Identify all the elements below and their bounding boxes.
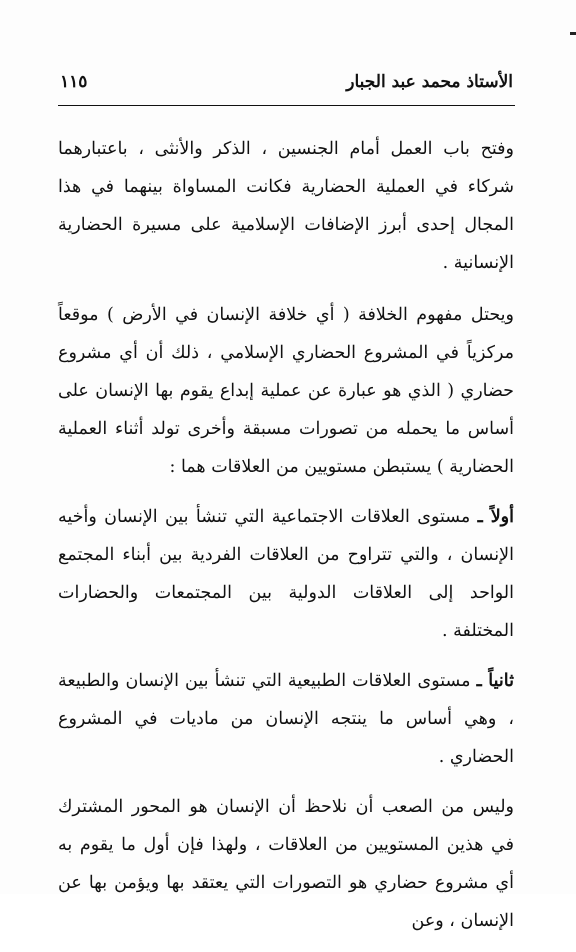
paragraph-5-text: وليس من الصعب أن نلاحظ أن الإنسان هو المحور المشترك في هذين المستويين من العلاقات ، ولهذا فإن أول ما يقوم به أي مشروع حضاري هو التصورات التي يعتقد بها ويؤمن بها عن الإنسان ، وعن <box>58 797 514 931</box>
paragraph-4 <box>58 662 514 776</box>
body-text <box>58 130 514 952</box>
paragraph-4-lead: ثانياً ـ <box>476 671 514 691</box>
paragraph-3-text: مستوى العلاقات الاجتماعية التي تنشأ بين الإنسان وأخيه الإنسان ، والتي تتراوح من العلاقات الفردية بين أبناء المجتمع الواحد إلى العلاقات الدولية بين المجتمعات والحضارات المختلفة . <box>58 507 514 641</box>
paragraph-2-text: ويحتل مفهوم الخلافة ( أي خلافة الإنسان في الأرض ) موقعاً مركزياً في المشروع الحضاري الإسلامي ، ذلك أن أي مشروع حضاري ( الذي هو عبارة عن عملية إبداع يقوم بها الإنسان على أساس ما يحمله من تصورات مسبقة وأخرى تولد أثناء العملية الحضارية ) يستبطن مستويين من العلاقات هما : <box>58 305 514 477</box>
paragraph-3-lead: أولاً ـ <box>477 507 514 527</box>
paragraph-1 <box>58 130 514 282</box>
paragraph-5 <box>58 788 514 940</box>
page-number: ١١٥ <box>60 72 88 92</box>
page-edge-mark <box>570 32 576 35</box>
running-header-title: الأستاذ محمد عبد الجبار <box>346 72 513 92</box>
paragraph-2 <box>58 296 514 486</box>
paragraph-3 <box>58 498 514 650</box>
paragraph-1-text: وفتح باب العمل أمام الجنسين ، الذكر والأنثى ، باعتبارهما شركاء في العملية الحضارية فكانت المساواة بينهما في هذا المجال إحدى أبرز الإضافات الإسلامية على مسيرة الحضارية الإنسانية . <box>58 139 514 273</box>
paragraph-4-text: مستوى العلاقات الطبيعية التي تنشأ بين الإنسان والطبيعة ، وهي أساس ما ينتجه الإنسان من ماديات في المشروع الحضاري . <box>58 671 514 767</box>
header-divider <box>58 105 515 106</box>
running-header <box>58 66 513 102</box>
